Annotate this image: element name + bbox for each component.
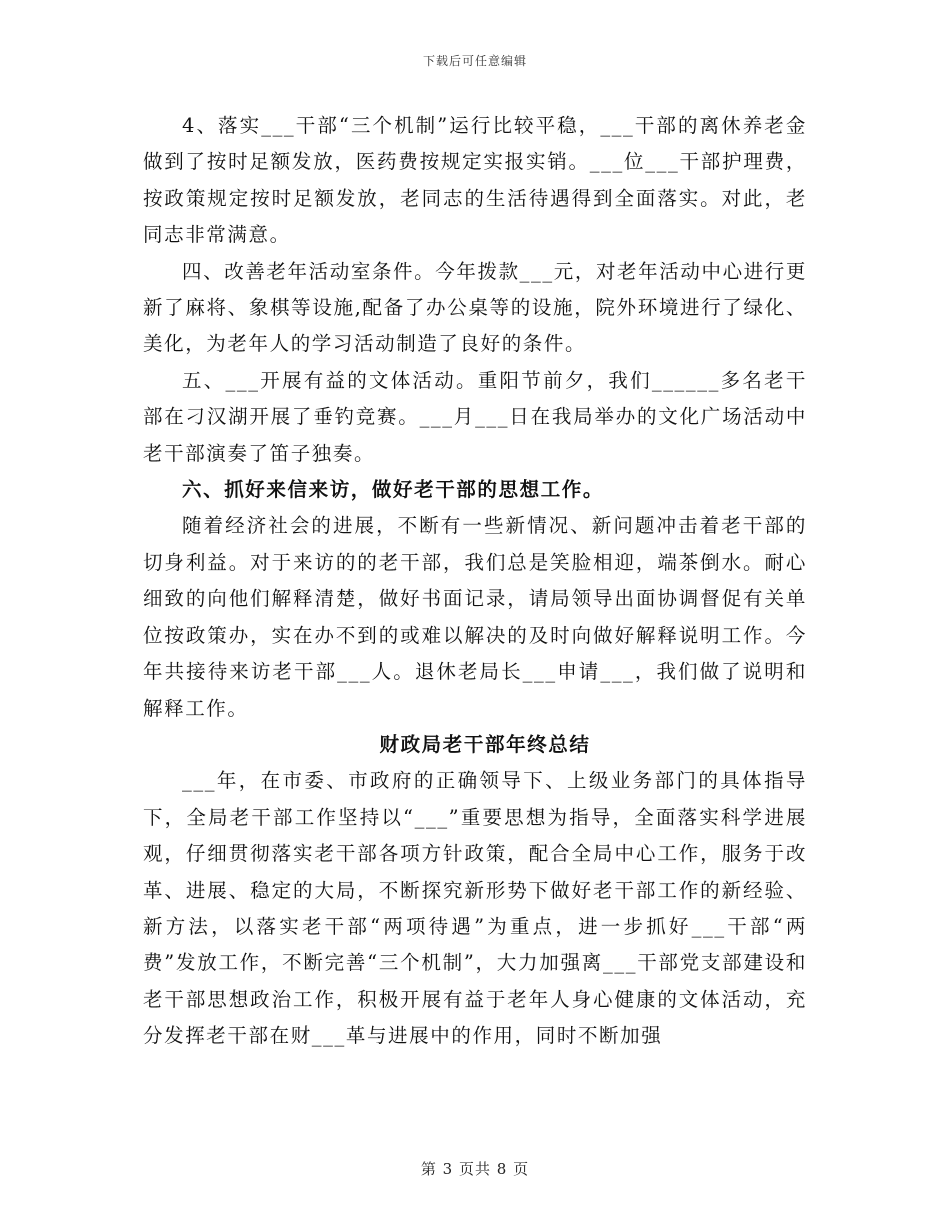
document-body — [143, 108, 807, 1055]
paragraph-pension-mechanism: 4、落实___干部“三个机制”运行比较平稳，___干部的离休养老金做到了按时足额发放，医药费按规定实报实销。___位___干部护理费，按政策规定按时足额发放，老同志的生活待遇得到全面落实。对此，老同志非常满意。 — [143, 114, 807, 247]
paragraph-cultural-activities: 五、___开展有益的文体活动。重阳节前夕，我们______多名老干部在刁汉湖开展了垂钓竞赛。___月___日在我局举办的文化广场活动中老干部演奏了笛子独奏。 — [143, 368, 807, 465]
paragraph-activity-room: 四、改善老年活动室条件。今年拨款___元，对老年活动中心进行更新了麻将、象棋等设施,配备了办公桌等的设施，院外环境进行了绿化、美化，为老年人的学习活动制造了良好的条件。 — [143, 259, 807, 356]
paragraph-annual-summary: ___年，在市委、市政府的正确领导下、上级业务部门的具体指导下，全局老干部工作坚持以“___”重要思想为指导，全面落实科学进展观，仔细贯彻落实老干部各项方针政策，配合全局中心工作，服务于改革、进展、稳定的大局，不断探究新形势下做好老干部工作的新经验、新方法，以落实老干部“两项待遇”为重点，进一步抓好___干部“两费”发放工作，不断完善“三个机制”，大力加强离___干部党支部建设和老干部思想政治工作，积极开展有益于老年人身心健康的文体活动，充分发挥老干部在财___革与进展中的作用，同时不断加强 — [143, 769, 807, 1048]
section-heading-letters-visits: 六、抓好来信来访，做好老干部的思想工作。 — [182, 478, 605, 502]
page-footer: 第 3 页共 8 页 — [420, 1160, 530, 1178]
paragraph-letters-visits: 随着经济社会的进展，不断有一些新情况、新问题冲击着老干部的切身利益。对于来访的的老干部，我们总是笑脸相迎，端茶倒水。耐心细致的向他们解释清楚，做好书面记录，请局领导出面协调督促有关单位按政策办，实在办不到的或难以解决的及时向做好解释说明工作。今年共接待来访老干部___人。退休老局长___申请___，我们做了说明和解释工作。 — [143, 514, 807, 720]
page-header: 下载后可任意编辑 — [422, 54, 527, 68]
document-title: 财政局老干部年终总结 — [379, 732, 591, 756]
